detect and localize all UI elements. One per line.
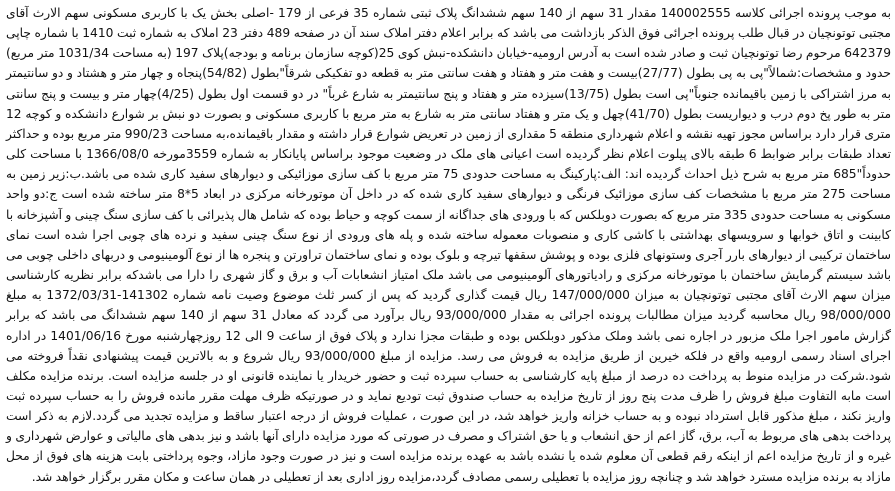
auction-notice-text: به موجب پرونده اجرائی کلاسه 140002555 مقدار 31 سهم از 140 سهم ششدانگ پلاک ثبتی شماره 35 فرعی از 179 -اصلی بخش یک با کاربری مسکونی سهم الارث آقای مجتبی توتونچیان در قبال طلب پرونده اجرائی فوق الذکر بازداشت می باشد که برابر اعلام دفتر املاک سند آن در صفحه 489 دفتر 23 املاک به شماره ثبت 1410 با شماره چاپی 642379 مرحوم رضا توتونچیان ثبت و صادر شده است به آدرس ارومیه-خیابان دانشکده-نبش کوی 25(کوچه سازمان برنامه و بودجه)پلاک 197 (به مساحت 1031/34 متر مربع) حدود و مشخصات:شمالاً"پی به پی بطول (27/77)بیست و هفت متر و هفتاد و هفت سانتی متر به قطعه دو تفکیکی شرقاً"بطول (54/82)پنجاه و چهار متر و هشتاد و دو سانتیمتر به مرز اشتراکی با زمین باقیمانده جنوباً"پی است بطول (13/75)سیزده متر و هفتاد و پنج سانتیمتر به شارع غرباً" در دو قسمت اول بطول (4/25)چهار متر و بیست و پنج سانتی متر به طور پخ دوم درب و دیواریست بطول (41/70)چهل و یک متر و هفتاد سانتی متر به شارع به متر مربع با کاربری مسکونی و بصورت دو نبش بر شوارع دانشکده و کوچه 12 متری قرار دارد براساس مجوز تهیه نقشه و اعلام شهرداری منطقه 5 مقداری از زمین در تعریض شوارع قرار داشته و مقدار باقیمانده،به مساحت 990/23 متر مربع بوده و حداکثر تعداد طبقات برابر ضوابط 6 طبقه بالای پیلوت اعلام نظر گردیده است اعیانی های ملک در وضعیت موجود براساس پایانکار به شماره 3559مورخه 1366/08/0 با مساحت کلی حدوداً"685 متر مربع به شرح ذیل احداث گردیده اند: الف:پارکینگ به مساحت حدودی 75 متر مربع با کف سازی موزائیکی و دیوارهای سفید کاری شده می باشد.ب:زیر زمین به مساحت 275 متر مربع با مشخصات کف سازی موزائیک فرنگی و دیوارهای سفید کاری شده که در داخل آن موتورخانه مرکزی در ابعاد 5*8 متر ساخته شده است ج:دو واحد مسکونی به مساحت حدودی 335 متر مربع که بصورت دوبلکس که با ورودی های جداگانه از سمت کوچه و حیاط بوده که شامل هال پذیرائی با کف سازی سنگ چینی و آشپزخانه با کابینت و اتاق خوابها و سرویسهای بهداشتی با کاشی کاری و منصوبات معموله ساخته شده و پله های ورودی از نوع سنگ چینی سفید و نرده های چوبی اجرا شده است نمای ساختمان ترکیبی از دیوارهای بارر آجری وستونهای فلزی بوده و پوشش سقفها تیرچه و بلوک بوده و نمای ساختمان تراورتن و پنجره ها از نوع آلومینیومی و دربهای داخلی چوبی می باشد سیستم گرمایش ساختمان با موتورخانه مرکزی و رادیاتورهای آلومینیومی می باشد ملک امتیاز انشعابات آب و برق و گاز شهری را دارا می باشدکه برابر نظریه کارشناسی میزان سهم الارث آقای مجتبی توتونچیان به میزان 147/000/000 ریال قیمت گذاری گردید که پس از کسر ثلث موضوع وصیت نامه شماره 141302-1372/03/31 به مبلغ 98/000/000 ریال محاسبه گردید میزان مطالبات پرونده اجرائی به مقدار 93/000/000 ریال برآورد می گردد که معادل 31 سهم از 140 سهم ششدانگ می باشد که برابر گزارش مامور اجرا ملک مزبور در اجاره نمی باشد وملک مذکور دوبلکس بوده و طبقات مجزا ندارد و پلاک فوق از ساعت 9 الی 12 روزچهارشنبه مورخ 1401/06/16 در اداره اجرای اسناد رسمی ارومیه واقع در فلکه خیرین از طریق مزایده به فروش می رسد. مزایده از مبلغ 93/000/000 ریال شروع و به بالاترین قیمت پیشنهادی نقداً فروخته می شود.شرکت در مزایده منوط به پرداخت ده درصد از مبلغ پایه کارشناسی به حساب سپرده ثبت و حضور خریدار یا نماینده قانونی او در جلسه مزایده است. برنده مزایده مکلف است مابه التفاوت مبلغ فروش را ظرف مدت پنج روز از تاریخ مزایده به حساب صندوق ثبت تودیع نماید و در صورتیکه ظرف مهلت مقرر مانده فروش را به حساب سپرده ثبت واریز نکند ، مبلغ مذکور قابل استرداد نبوده و به حساب خزانه واریز خواهد شد، در این صورت ، عملیات فروش از درجه اعتبار ساقط و مزایده تجدید می گردد.لازم به ذکر است پرداخت بدهی های مربوط به آب، برق، گاز اعم از حق انشعاب و یا حق اشتراک و مصرف در صورتی که مورد مزایده دارای آنها باشد و نیز بدهی های مالیاتی و عوارض شهرداری و غیره و از تاریخ مزایده اعم از اینکه رقم قطعی آن معلوم شده یا نشده باشد به عهده برنده مزایده است و نیز در صورت وجود مازاد، وجوه پرداختی بابت هزینه های فوق از محل مازاد به برنده مزایده مسترد خواهد شد و چنانچه روز مزایده با تعطیلی رسمی مصادف گردد،مزایده روز اداری بعد از تعطیلی در همان ساعت و مکان مقرر برگزار خواهد شد. xyxy=(6,6,892,484)
